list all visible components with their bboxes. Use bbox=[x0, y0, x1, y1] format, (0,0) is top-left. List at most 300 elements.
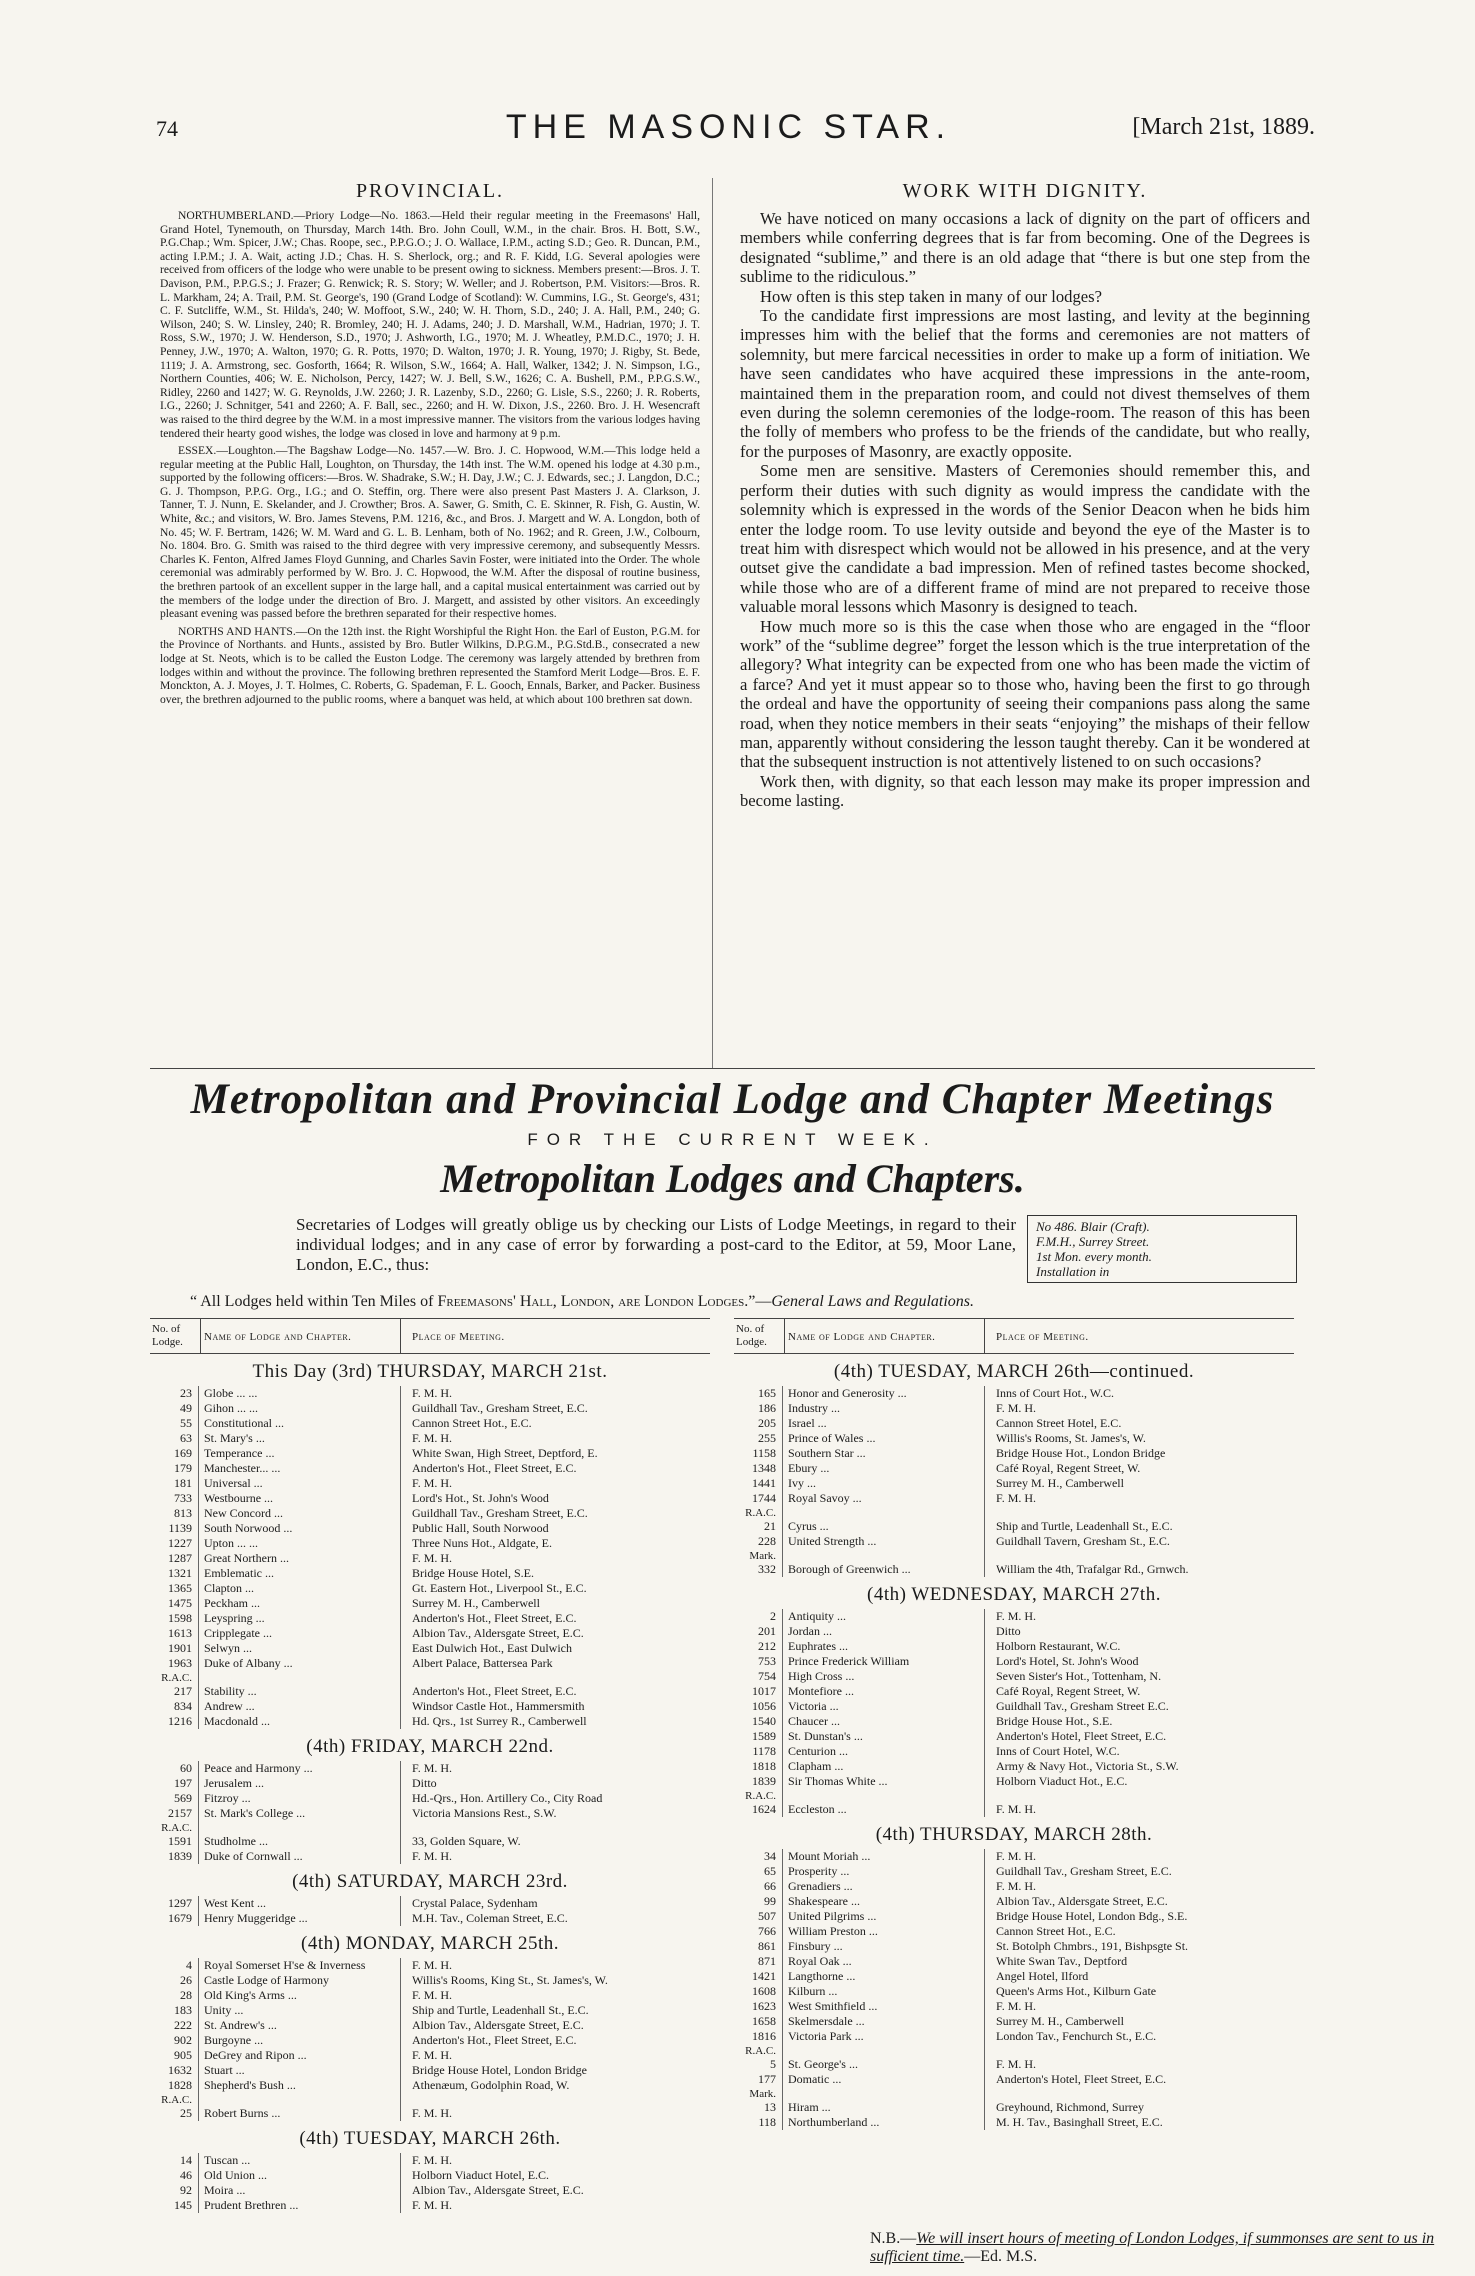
meeting-place: Willis's Rooms, St. James's, W. bbox=[996, 1431, 1146, 1445]
lodge-name: Domatic ... bbox=[788, 2072, 842, 2086]
meeting-place: Hd. Qrs., 1st Surrey R., Camberwell bbox=[412, 1714, 587, 1728]
editor-note bbox=[870, 2230, 1475, 2266]
lodge-name: West Kent ... bbox=[204, 1896, 267, 1910]
lodge-number: 1017 bbox=[752, 1684, 776, 1698]
lodge-number: 5 bbox=[770, 2057, 776, 2071]
table-row bbox=[734, 1639, 1294, 1654]
lodge-name: Victoria Park ... bbox=[788, 2029, 864, 2043]
meeting-place: Cannon Street Hot., E.C. bbox=[412, 1416, 532, 1430]
day-heading: (4th) TUESDAY, MARCH 26th. bbox=[299, 2128, 561, 2149]
lodge-number: 569 bbox=[174, 1791, 192, 1805]
meeting-place: Seven Sister's Hot., Tottenham, N. bbox=[996, 1669, 1162, 1683]
meeting-place: Guildhall Tavern, Gresham St., E.C. bbox=[996, 1534, 1170, 1548]
meeting-place: Holborn Viaduct Hot., E.C. bbox=[996, 1774, 1128, 1788]
work-paragraph: How much more so is this the case when those who are engaged in the “floor work” of the “sublime degree” forget the lesson which is the true interpretation of the allegory? What integrity can be expected from one who has been made the victim of a farce? And yet it must appear so to those who, having been the first to go through the ordeal and have the opportunity of seeing their companions pass along the same road, when they notice members in their seats “enjoying” the mishaps of their fellow man, apparently without considering the lesson taught thereby. Can it be wondered at that the subsequent instruction is not attentively listened to on such occasions? bbox=[740, 616, 1310, 772]
meeting-place: F. M. H. bbox=[412, 2198, 453, 2212]
table-row bbox=[150, 1431, 710, 1446]
lodge-name: Duke of Cornwall ... bbox=[204, 1849, 303, 1863]
lodge-name: Southern Star ... bbox=[788, 1446, 866, 1460]
lodge-name: High Cross ... bbox=[788, 1669, 855, 1683]
meetings-table-left bbox=[150, 1318, 710, 2213]
lodge-number: 222 bbox=[174, 2018, 192, 2032]
table-row bbox=[150, 1626, 710, 1641]
table-row bbox=[734, 1969, 1294, 1984]
lodge-number: 1297 bbox=[168, 1896, 192, 1910]
lodge-name: Chaucer ... bbox=[788, 1714, 840, 1728]
lodge-name: Gihon ... ... bbox=[204, 1401, 258, 1415]
lodge-name: Macdonald ... bbox=[204, 1714, 270, 1728]
meeting-place: F. M. H. bbox=[412, 1551, 453, 1565]
lodge-name: Globe ... ... bbox=[204, 1386, 258, 1400]
meeting-place: Anderton's Hot., Fleet Street, E.C. bbox=[412, 2033, 577, 2047]
lodge-name: Robert Burns ... bbox=[204, 2106, 281, 2120]
lodge-number: 1421 bbox=[752, 1969, 776, 1983]
table-header bbox=[734, 1318, 1294, 1354]
table-row bbox=[734, 1879, 1294, 1894]
meeting-place: M. H. Tav., Basinghall Street, E.C. bbox=[996, 2115, 1163, 2129]
table-row bbox=[734, 1774, 1294, 1789]
meeting-place: Guildhall Tav., Gresham Street, E.C. bbox=[996, 1864, 1172, 1878]
table-row bbox=[150, 1699, 710, 1714]
lodge-number: 169 bbox=[174, 1446, 192, 1460]
meeting-place: Crystal Palace, Sydenham bbox=[412, 1896, 538, 1910]
lodge-name: Mount Moriah ... bbox=[788, 1849, 871, 1863]
note-signature: —Ed. M.S. bbox=[964, 2248, 1038, 2265]
table-row bbox=[734, 2072, 1294, 2087]
lodge-name: Upton ... ... bbox=[204, 1536, 258, 1550]
lodge-number: 66 bbox=[764, 1879, 776, 1893]
note-text: We will insert hours of meeting of London Lodges, if summonses are sent to us in sufficient time. bbox=[870, 2230, 1435, 2265]
header-place: Place of Meeting. bbox=[996, 1331, 1089, 1343]
table-row bbox=[150, 1521, 710, 1536]
lodge-name: St. Dunstan's ... bbox=[788, 1729, 863, 1743]
table-row bbox=[150, 1714, 710, 1729]
lodge-name: Langthorne ... bbox=[788, 1969, 856, 1983]
meeting-place: Surrey M. H., Camberwell bbox=[996, 1476, 1124, 1490]
table-row bbox=[734, 1562, 1294, 1577]
meeting-place: Surrey M. H., Camberwell bbox=[412, 1596, 540, 1610]
section-marker bbox=[734, 2044, 1294, 2057]
day-rows bbox=[150, 1958, 710, 2121]
lodge-number: 212 bbox=[758, 1639, 776, 1653]
meeting-place: Angel Hotel, Ilford bbox=[996, 1969, 1089, 1983]
lodge-name: Honor and Generosity ... bbox=[788, 1386, 907, 1400]
lodge-name: Studholme ... bbox=[204, 1834, 269, 1848]
lodge-number: 1828 bbox=[168, 2078, 192, 2092]
meeting-place: 33, Golden Square, W. bbox=[412, 1834, 521, 1848]
meeting-place: F. M. H. bbox=[412, 1431, 453, 1445]
lodge-name: Great Northern ... bbox=[204, 1551, 289, 1565]
lodge-number: 754 bbox=[758, 1669, 776, 1683]
lodge-name: Cripplegate ... bbox=[204, 1626, 272, 1640]
lodge-name: Fitzroy ... bbox=[204, 1791, 251, 1805]
meeting-place: Army & Navy Hot., Victoria St., S.W. bbox=[996, 1759, 1179, 1773]
lodge-number: 1658 bbox=[752, 2014, 776, 2028]
table-row bbox=[150, 1566, 710, 1581]
lodge-number: 26 bbox=[180, 1973, 192, 1987]
lodge-number: Mark. bbox=[749, 1550, 776, 1562]
meeting-place: Anderton's Hot., Fleet Street, E.C. bbox=[412, 1611, 577, 1625]
meeting-place: Three Nuns Hot., Aldgate, E. bbox=[412, 1536, 552, 1550]
lodge-name: Euphrates ... bbox=[788, 1639, 848, 1653]
meeting-place: F. M. H. bbox=[996, 1802, 1037, 1816]
table-row bbox=[734, 1609, 1294, 1624]
meeting-place: F. M. H. bbox=[412, 1849, 453, 1863]
meeting-place: Cannon Street Hot., E.C. bbox=[996, 1924, 1116, 1938]
header-lodge-name: Name of Lodge and Chapter. bbox=[204, 1331, 352, 1343]
lodge-number: 1139 bbox=[168, 1521, 192, 1535]
lodge-name: Finsbury ... bbox=[788, 1939, 843, 1953]
header-lodge-no: No. of Lodge. bbox=[152, 1323, 183, 1348]
table-row bbox=[150, 2018, 710, 2033]
lodge-name: Israel ... bbox=[788, 1416, 827, 1430]
lodge-number: 1816 bbox=[752, 2029, 776, 2043]
section-marker bbox=[150, 1821, 710, 1834]
table-row bbox=[734, 1684, 1294, 1699]
table-row bbox=[734, 1431, 1294, 1446]
lodge-number: 179 bbox=[174, 1461, 192, 1475]
table-row bbox=[150, 2153, 710, 2168]
day-rows bbox=[150, 1386, 710, 1729]
table-row bbox=[150, 1476, 710, 1491]
lodge-name: Kilburn ... bbox=[788, 1984, 838, 1998]
table-row bbox=[734, 1476, 1294, 1491]
lodge-number: 255 bbox=[758, 1431, 776, 1445]
meeting-place: Café Royal, Regent Street, W. bbox=[996, 1684, 1141, 1698]
quote-open: “ All Lodges held within Ten Miles of bbox=[190, 1293, 438, 1310]
lodge-number: 1321 bbox=[168, 1566, 192, 1580]
table-row bbox=[150, 2168, 710, 2183]
meeting-place: Cannon Street Hotel, E.C. bbox=[996, 1416, 1122, 1430]
meeting-place: Willis's Rooms, King St., St. James's, W. bbox=[412, 1973, 608, 1987]
table-row bbox=[150, 1611, 710, 1626]
lodge-name: Prosperity ... bbox=[788, 1864, 850, 1878]
lodge-number: 21 bbox=[764, 1519, 776, 1533]
lodge-number: 28 bbox=[180, 1988, 192, 2002]
meeting-place: F. M. H. bbox=[412, 1386, 453, 1400]
table-body bbox=[150, 1361, 710, 2213]
meeting-place: East Dulwich Hot., East Dulwich bbox=[412, 1641, 572, 1655]
table-row bbox=[150, 1911, 710, 1926]
header-place: Place of Meeting. bbox=[412, 1331, 505, 1343]
table-row bbox=[734, 1519, 1294, 1534]
lodge-name: Moira ... bbox=[204, 2183, 246, 2197]
meeting-place: Anderton's Hotel, Fleet Street, E.C. bbox=[996, 2072, 1167, 2086]
meeting-place: Guildhall Tav., Gresham Street, E.C. bbox=[412, 1506, 588, 1520]
lodge-name: United Pilgrims ... bbox=[788, 1909, 877, 1923]
lodge-number: 1839 bbox=[168, 1849, 192, 1863]
lodge-number: 46 bbox=[180, 2168, 192, 2182]
lodge-name: Peace and Harmony ... bbox=[204, 1761, 313, 1775]
table-row bbox=[734, 1624, 1294, 1639]
lodge-number: 177 bbox=[758, 2072, 776, 2086]
meeting-place: Hd.-Qrs., Hon. Artillery Co., City Road bbox=[412, 1791, 603, 1805]
lodge-number: Mark. bbox=[749, 2088, 776, 2100]
day-heading: This Day (3rd) THURSDAY, MARCH 21st. bbox=[252, 1361, 608, 1382]
lodge-number: 1540 bbox=[752, 1714, 776, 1728]
lodge-number: 1623 bbox=[752, 1999, 776, 2013]
issue-date: [March 21st, 1889. bbox=[1132, 114, 1315, 140]
meeting-place: F. M. H. bbox=[412, 2048, 453, 2062]
meeting-place: Lord's Hot., St. John's Wood bbox=[412, 1491, 549, 1505]
section-marker bbox=[734, 1549, 1294, 1562]
table-row bbox=[734, 1491, 1294, 1506]
meeting-place: Inns of Court Hot., W.C. bbox=[996, 1386, 1115, 1400]
provincial-column bbox=[160, 180, 700, 710]
lodge-number: 1348 bbox=[752, 1461, 776, 1475]
table-row bbox=[150, 2078, 710, 2093]
table-row bbox=[734, 1909, 1294, 1924]
quote-fmh: Freemasons' Hall, London, are London Lodges. bbox=[437, 1293, 749, 1310]
table-row bbox=[150, 1656, 710, 1671]
lodge-number: 1591 bbox=[168, 1834, 192, 1848]
table-row bbox=[734, 1729, 1294, 1744]
meeting-place: Guildhall Tav., Gresham Street, E.C. bbox=[412, 1401, 588, 1415]
meeting-place: Anderton's Hotel, Fleet Street, E.C. bbox=[996, 1729, 1167, 1743]
meeting-place: Anderton's Hot., Fleet Street, E.C. bbox=[412, 1684, 577, 1698]
banner-section: Metropolitan Lodges and Chapters. bbox=[440, 1156, 1025, 1201]
lodge-name: Clapham ... bbox=[788, 1759, 844, 1773]
lodge-number: 1441 bbox=[752, 1476, 776, 1490]
lodge-number: 217 bbox=[174, 1684, 192, 1698]
lodge-number: 99 bbox=[764, 1894, 776, 1908]
lodge-name: Victoria ... bbox=[788, 1699, 839, 1713]
lodge-number: 60 bbox=[180, 1761, 192, 1775]
lodge-name: Montefiore ... bbox=[788, 1684, 854, 1698]
lodge-number: R.A.C. bbox=[161, 2094, 192, 2106]
table-row bbox=[734, 1759, 1294, 1774]
meeting-place: Inns of Court Hotel, W.C. bbox=[996, 1744, 1120, 1758]
meeting-place: Albion Tav., Aldersgate Street, E.C. bbox=[412, 1626, 584, 1640]
lodge-name: Cyrus ... bbox=[788, 1519, 829, 1533]
meeting-place: F. M. H. bbox=[996, 1609, 1037, 1623]
note-lead: N.B.— bbox=[870, 2230, 917, 2247]
lodge-number: 1056 bbox=[752, 1699, 776, 1713]
lodge-number: 1818 bbox=[752, 1759, 776, 1773]
table-row bbox=[734, 1984, 1294, 1999]
lodge-name: Selwyn ... bbox=[204, 1641, 252, 1655]
meeting-place: Athenæum, Godolphin Road, W. bbox=[412, 2078, 570, 2092]
lodge-number: 332 bbox=[758, 1562, 776, 1576]
table-row bbox=[150, 1491, 710, 1506]
lodge-number: R.A.C. bbox=[745, 1507, 776, 1519]
lodge-name: Tuscan ... bbox=[204, 2153, 251, 2167]
table-row bbox=[734, 1744, 1294, 1759]
meeting-place: Bridge House Hotel, London Bridge bbox=[412, 2063, 587, 2077]
lodge-name: Jerusalem ... bbox=[204, 1776, 264, 1790]
lodge-number: 145 bbox=[174, 2198, 192, 2212]
day-rows bbox=[734, 1609, 1294, 1817]
lodge-number: 1679 bbox=[168, 1911, 192, 1925]
meeting-place: F. M. H. bbox=[996, 1999, 1037, 2013]
lodge-name: United Strength ... bbox=[788, 1534, 877, 1548]
meeting-place: F. M. H. bbox=[412, 2153, 453, 2167]
lodge-name: Castle Lodge of Harmony bbox=[204, 1973, 329, 1987]
lodge-number: 1744 bbox=[752, 1491, 776, 1505]
lodge-number: 1227 bbox=[168, 1536, 192, 1550]
meeting-place: F. M. H. bbox=[412, 1988, 453, 2002]
meeting-place: F. M. H. bbox=[412, 1761, 453, 1775]
lodge-name: Stability ... bbox=[204, 1684, 257, 1698]
lodge-name: Peckham ... bbox=[204, 1596, 260, 1610]
table-row bbox=[734, 1534, 1294, 1549]
lodge-name: Skelmersdale ... bbox=[788, 2014, 865, 2028]
lodge-name: Royal Savoy ... bbox=[788, 1491, 862, 1505]
quote-close: ”— bbox=[748, 1293, 772, 1310]
lodge-name: Ivy ... bbox=[788, 1476, 816, 1490]
lodge-number: 1158 bbox=[752, 1446, 776, 1460]
meeting-place: M.H. Tav., Coleman Street, E.C. bbox=[412, 1911, 568, 1925]
lodge-number: 813 bbox=[174, 1506, 192, 1520]
work-column bbox=[740, 180, 1310, 811]
lodge-number: 4 bbox=[186, 1958, 192, 1972]
column-divider bbox=[712, 178, 713, 1068]
lodge-name: Manchester... ... bbox=[204, 1461, 281, 1475]
day-heading: (4th) THURSDAY, MARCH 28th. bbox=[875, 1824, 1153, 1845]
meeting-place: F. M. H. bbox=[412, 1476, 453, 1490]
meeting-place: White Swan Tav., Deptford bbox=[996, 1954, 1128, 1968]
lodge-number: 902 bbox=[174, 2033, 192, 2047]
lodge-number: 2157 bbox=[168, 1806, 192, 1820]
lodge-name: Prudent Brethren ... bbox=[204, 2198, 299, 2212]
lodge-name: St. George's ... bbox=[788, 2057, 858, 2071]
lodge-number: 201 bbox=[758, 1624, 776, 1638]
day-rows bbox=[150, 1896, 710, 1926]
lodge-name: William Preston ... bbox=[788, 1924, 878, 1938]
table-row bbox=[734, 1954, 1294, 1969]
table-row bbox=[734, 2100, 1294, 2115]
meeting-place: Windsor Castle Hot., Hammersmith bbox=[412, 1699, 585, 1713]
lodge-number: 181 bbox=[174, 1476, 192, 1490]
lodge-number: R.A.C. bbox=[745, 1790, 776, 1802]
lodge-number: 1475 bbox=[168, 1596, 192, 1610]
table-row bbox=[150, 1896, 710, 1911]
lodge-number: 65 bbox=[764, 1864, 776, 1878]
lodge-name: Hiram ... bbox=[788, 2100, 831, 2114]
lodge-name: Temperance ... bbox=[204, 1446, 275, 1460]
lodge-name: St. Mary's ... bbox=[204, 1431, 265, 1445]
work-paragraph: Some men are sensitive. Masters of Ceremonies should remember this, and perform their duties with such dignity as would impress the candidate with the solemnity which is expressed in the words of the Senior Deacon when he bids him enter the lodge room. To use levity outside and beyond the eye of the Master is to treat him with disrespect which would not be allowed in his presence, and at the very outset give the candidate a bad impression. Men of refined tastes become shocked, while those who are of a different frame of mind are not prepared to receive those valuable moral lessons which Masonry is designed to teach. bbox=[740, 461, 1310, 617]
table-row bbox=[150, 2106, 710, 2121]
table-row bbox=[734, 1699, 1294, 1714]
meeting-place: Bridge House Hotel, London Bdg., S.E. bbox=[996, 1909, 1188, 1923]
notice-text: Secretaries of Lodges will greatly oblige us by checking our Lists of Lodge Meetings, in regard to their individual lodges; and in any case of error by forwarding a post-card to the Editor, at 59, Moor Lane, London, E.C., thus: bbox=[296, 1215, 1016, 1274]
lodge-number: 118 bbox=[758, 2115, 776, 2129]
lodge-name: Grenadiers ... bbox=[788, 1879, 853, 1893]
lodge-name: Clapton ... bbox=[204, 1581, 254, 1595]
lodge-name: Shepherd's Bush ... bbox=[204, 2078, 296, 2092]
header-lodge-name: Name of Lodge and Chapter. bbox=[788, 1331, 936, 1343]
meeting-place: Public Hall, South Norwood bbox=[412, 1521, 549, 1535]
lodge-name: Unity ... bbox=[204, 2003, 244, 2017]
day-rows bbox=[150, 1761, 710, 1864]
lodge-name: Leyspring ... bbox=[204, 1611, 265, 1625]
masthead-title: THE MASONIC STAR. bbox=[505, 108, 952, 146]
lodge-number: 1632 bbox=[168, 2063, 192, 2077]
header-lodge-no: No. of Lodge. bbox=[736, 1323, 767, 1348]
meeting-place: Greyhound, Richmond, Surrey bbox=[996, 2100, 1144, 2114]
meeting-place: F. M. H. bbox=[996, 1491, 1037, 1505]
lodge-number: 1613 bbox=[168, 1626, 192, 1640]
day-rows bbox=[150, 2153, 710, 2213]
lodge-number: 1624 bbox=[752, 1802, 776, 1816]
lodge-number: 55 bbox=[180, 1416, 192, 1430]
lodge-number: 2 bbox=[770, 1609, 776, 1623]
table-row bbox=[150, 1761, 710, 1776]
lodge-name: Prince of Wales ... bbox=[788, 1431, 876, 1445]
lodge-name: Ebury ... bbox=[788, 1461, 830, 1475]
table-row bbox=[150, 1806, 710, 1821]
lodge-number: 1598 bbox=[168, 1611, 192, 1625]
lodge-name: Duke of Albany ... bbox=[204, 1656, 293, 1670]
table-row bbox=[734, 1669, 1294, 1684]
table-row bbox=[150, 1536, 710, 1551]
lodge-name: Borough of Greenwich ... bbox=[788, 1562, 911, 1576]
meetings-table-right bbox=[734, 1318, 1294, 2130]
lodge-name: Burgoyne ... bbox=[204, 2033, 264, 2047]
lodge-name: Henry Muggeridge ... bbox=[204, 1911, 308, 1925]
table-row bbox=[150, 1506, 710, 1521]
meeting-place: Queen's Arms Hot., Kilburn Gate bbox=[996, 1984, 1157, 1998]
work-paragraph: To the candidate first impressions are most lasting, and levity at the beginning impresses him with the belief that the forms and ceremonies are not matters of solemnity, but mere farcical necessities in order to make up a form of initiation. We have seen candidates who have acquired these impressions in the ante-room, maintained them in the preparation room, and could not divest themselves of them even during the solemn ceremonies of the lodge-room. The reason of this has been the folly of members who profess to be the friends of the candidate, but who really, for the purposes of Masonry, are exactly opposite. bbox=[740, 306, 1310, 461]
lodge-name: Stuart ... bbox=[204, 2063, 245, 2077]
lodge-number: 733 bbox=[174, 1491, 192, 1505]
provincial-paragraph: ESSEX.—Loughton.—The Bagshaw Lodge—No. 1457.—W. Bro. J. C. Hopwood, W.M.—This lodge held a regular meeting at the Public Hall, Loughton, on Thursday, the 14th inst. The W.M. opened his lodge at 4.30 p.m., supported by the following officers:—Bros. W. Shadrake, S.W.; H. Day, J.W.; C. J. Edwards, sec.; J. Langdon, D.C.; G. J. Thompson, P.P.G. Org., I.G.; and O. Steffin, org. There were also present Past Masters J. A. Clarkson, J. Tanner, T. J. Nunn, E. Skelander, and J. Crowther; Bros. A. Sawer, G. Smith, C. E. Skinner, R. Fish, G. Austin, W. White, &c.; and visitors, W. Bro. James Stevens, P.M. 1216, &c., and Bros. J. Margett and W. A. Longdon, both of No. 45; W. F. Bertram, 1426; W. M. Ward and G. L. B. Lenham, both of No. 1962; and R. Green, J.W., Colbourn, No. 1804. Bro. G. Smith was raised to the third degree with very impressive ceremony, and subsequently Messrs. Charles K. Fenton, Alfred James Floyd Gunning, and Charles Savin Foster, were initiated into the Order. The whole ceremonial was admirably performed by W. Bro. J. C. Hopwood, the W.M. After the disposal of routine business, the brethren partook of an excellent supper in the large hall, and a capital musical entertainment was carried out by the members of the lodge under the direction of Bro. J. Margett, and assisted by other visitors. An exceedingly pleasant evening was passed before the brethren separated for their respective homes. bbox=[160, 444, 700, 621]
banner-subtitle: FOR THE CURRENT WEEK. bbox=[527, 1130, 938, 1149]
meeting-place: William the 4th, Trafalgar Rd., Grnwch. bbox=[996, 1562, 1189, 1576]
table-row bbox=[150, 1461, 710, 1476]
lodge-name: Prince Frederick William bbox=[788, 1654, 910, 1668]
meeting-place: F. M. H. bbox=[996, 1849, 1037, 1863]
lodge-name: New Concord ... bbox=[204, 1506, 283, 1520]
lodge-number: 205 bbox=[758, 1416, 776, 1430]
lodge-number: 1608 bbox=[752, 1984, 776, 1998]
lodge-name: St. Mark's College ... bbox=[204, 1806, 306, 1820]
table-row bbox=[150, 1581, 710, 1596]
table-row bbox=[734, 2029, 1294, 2044]
meeting-place: Victoria Mansions Rest., S.W. bbox=[412, 1806, 557, 1820]
lodge-number: 766 bbox=[758, 1924, 776, 1938]
lodge-number: 197 bbox=[174, 1776, 192, 1790]
table-row bbox=[734, 1386, 1294, 1401]
example-line: Installation in bbox=[1036, 1264, 1110, 1279]
meeting-place: St. Botolph Chmbrs., 191, Bishpsgte St. bbox=[996, 1939, 1189, 1953]
lodge-name: Andrew ... bbox=[204, 1699, 255, 1713]
section-marker bbox=[150, 2093, 710, 2106]
example-line: 1st Mon. every month. bbox=[1036, 1249, 1152, 1264]
table-row bbox=[150, 1641, 710, 1656]
lodge-number: 1839 bbox=[752, 1774, 776, 1788]
meeting-place: Bridge House Hot., S.E. bbox=[996, 1714, 1113, 1728]
table-row bbox=[734, 1849, 1294, 1864]
meeting-place: Guildhall Tav., Gresham Street E.C. bbox=[996, 1699, 1169, 1713]
table-row bbox=[150, 1958, 710, 1973]
lodge-number: 92 bbox=[180, 2183, 192, 2197]
work-paragraph: We have noticed on many occasions a lack of dignity on the part of officers and members while conferring degrees that is far from becoming. One of the Degrees is designated “sublime,” and there is an old adage that “there is but one step from the sublime to the ridiculous.” bbox=[740, 209, 1310, 287]
section-marker bbox=[150, 1671, 710, 1684]
table-row bbox=[150, 1386, 710, 1401]
table-row bbox=[150, 2063, 710, 2078]
meeting-place: Holborn Restaurant, W.C. bbox=[996, 1639, 1121, 1653]
page-header bbox=[142, 108, 1315, 150]
lodge-number: 1287 bbox=[168, 1551, 192, 1565]
lodge-number: R.A.C. bbox=[161, 1672, 192, 1684]
table-row bbox=[150, 1416, 710, 1431]
work-paragraph: Work then, with dignity, so that each lesson may make its proper impression and become lasting. bbox=[740, 771, 1310, 811]
table-row bbox=[734, 1894, 1294, 1909]
lodge-number: 1365 bbox=[168, 1581, 192, 1595]
meeting-place: Albion Tav., Aldersgate Street, E.C. bbox=[996, 1894, 1168, 1908]
